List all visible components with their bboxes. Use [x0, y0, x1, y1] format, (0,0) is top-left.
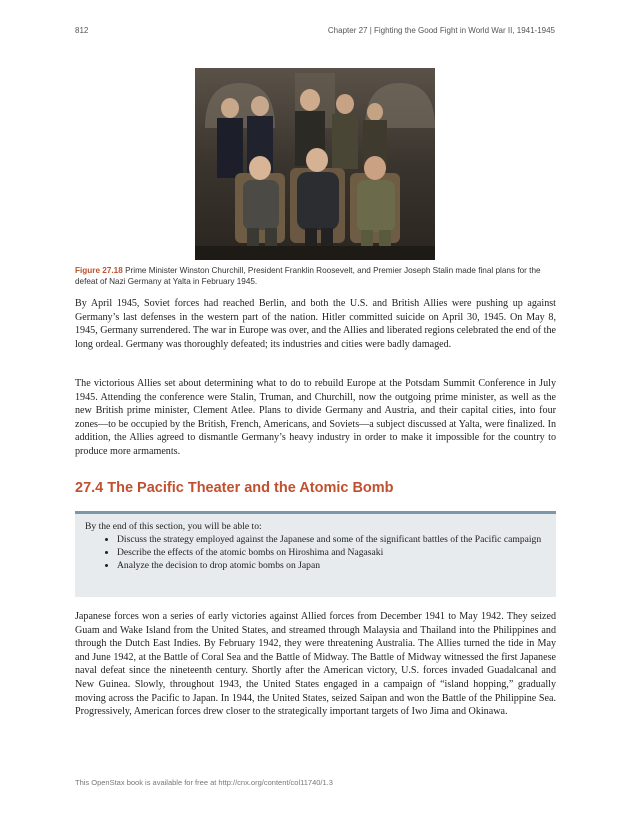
- objectives-intro: By the end of this section, you will be able to:: [85, 521, 262, 532]
- objectives-list: [85, 533, 546, 572]
- figure-label: Figure 27.18: [75, 266, 123, 275]
- yalta-photo: [195, 68, 435, 260]
- page-header: [75, 26, 555, 35]
- objective-item: • Describe the effects of the atomic bombs on Hiroshima and Nagasaki: [117, 546, 546, 559]
- paragraph-3: Japanese forces won a series of early victories against Allied forces from December 1941 to May 1942. They seized Guam and Wake Island from the United States, and streamed through Malaysia and Thailand into the Philippines and through the Dutch East Indies. By February 1942, they were threatening Australia. The Allies turned the tide in May and June 1942, at the Battle of Coral Sea and the Battle of Midway. The Battle of Midway witnessed the first Japanese naval defeat since the nineteenth century. Shortly after the American victory, U.S. forces invaded Guadalcanal and New Guinea. Slowly, throughout 1943, the United States engaged in a campaign of “island hopping,” gradually moving across the Pacific to Japan. In 1944, the United States, seized Saipan and won the Battle of the Philippine Sea. Progressively, American forces drew closer to the strategically important targets of Iwo Jima and Okinawa.: [75, 611, 556, 718]
- yalta-photo-illustration: [195, 68, 435, 260]
- paragraph-2: The victorious Allies set about determining what to do to rebuild Europe at the Potsdam Summit Conference in July 1945. Attending the conference were Stalin, Truman, and Churchill, now the outgoing prime minister, as well as the new British prime minister, Clement Atlee. Plans to divide Germany and Austria, and their capital cities, into four zones—to be occupied by the British, French, Americans, and Soviets—a subject discussed at Yalta, were finalized. In addition, the Allies agreed to dismantle Germany’s heavy industry in order to make it impossible for the country to produce more armaments.: [75, 378, 556, 457]
- page-footer: This OpenStax book is available for free at http://cnx.org/content/col11740/1.3: [75, 778, 333, 787]
- objective-item: • Discuss the strategy employed against the Japanese and some of the significant battles of the Pacific campaign: [117, 533, 546, 546]
- figure-caption-text: Prime Minister Winston Churchill, President Franklin Roosevelt, and Premier Joseph Stalin made final plans for the defeat of Nazi Germany at Yalta in February 1945.: [75, 266, 541, 286]
- section-title: 27.4 The Pacific Theater and the Atomic Bomb: [75, 480, 394, 496]
- objective-item: • Analyze the decision to drop atomic bombs on Japan: [117, 559, 546, 572]
- learning-objectives-box: [75, 511, 556, 597]
- page-number: 812: [75, 26, 89, 35]
- paragraph-1: By April 1945, Soviet forces had reached Berlin, and both the U.S. and British Allies were pushing up against Germany’s last defenses in the western part of the nation. Hitler committed suicide on April 30, 1945. On May 8, 1945, Germany surrendered. The war in Europe was over, and the Allies and liberated regions celebrated the end of the long ordeal. Germany was thoroughly defeated; its industries and cities were badly damaged.: [75, 298, 556, 350]
- figure-caption: [75, 266, 555, 287]
- chapter-title: Chapter 27 | Fighting the Good Fight in World War II, 1941-1945: [327, 26, 555, 35]
